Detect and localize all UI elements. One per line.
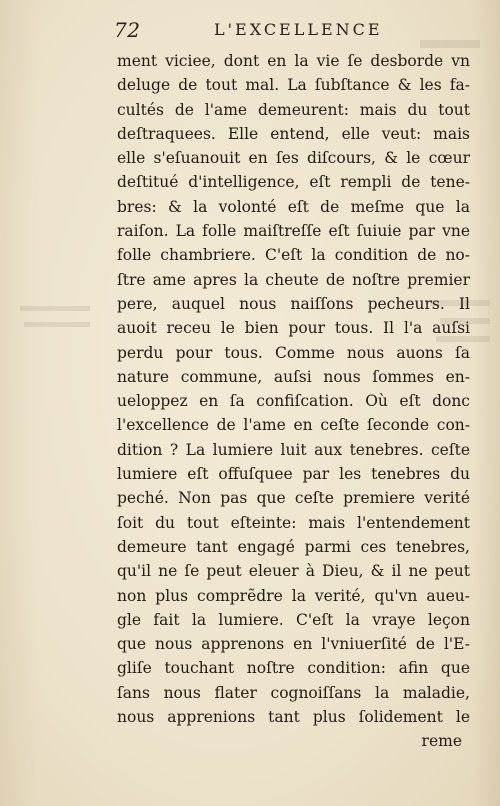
catchword-row [117, 729, 470, 753]
text-line: ſtre ame apres la cheute de noſtre premier [117, 270, 470, 289]
text-line: folle chambriere. C'eſt la condition de no- [117, 246, 470, 265]
text-line: ſans nous flater cognoiſſans la maladie, [117, 683, 470, 702]
text-line: ueloppez en ſa confiſcation. Où eſt donc [117, 392, 470, 411]
text-line: auoit receu le bien pour tous. Il l'a auſsi [117, 319, 470, 338]
catchword: reme [421, 732, 462, 751]
text-line: elle s'eſuanouit en ſes diſcours, & le cœur [117, 149, 470, 168]
text-line: demeure tant engagé parmi ces tenebres, [117, 537, 470, 556]
page-edge-shadow [472, 0, 500, 806]
text-line: que nous apprenons en l'vniuerſité de l'E- [117, 635, 470, 654]
text-line: deſtraquees. Elle entend, elle veut: mais [117, 124, 470, 143]
text-line: pere, auquel nous naiſſons pecheurs. Il [117, 294, 470, 313]
page-number: 72 [114, 18, 141, 42]
text-line: qu'il ne ſe peut eleuer à Dieu, & il ne peut [117, 562, 470, 581]
text-line: dition ? La lumiere luit aux tenebres. ceſte [117, 440, 470, 459]
text-line: nature commune, auſsi nous ſommes en- [117, 367, 470, 386]
text-line: ment viciee, dont en la vie ſe desborde vn [117, 52, 470, 70]
text-line: ſoit du tout eſteinte: mais l'entendement [117, 513, 470, 532]
text-line: nous apprenions tant plus ſolidement le [117, 708, 470, 727]
text-line: peché. Non pas que ceſte premiere verité [117, 489, 470, 508]
text-line: raiſon. La folle maiſtreſſe eſt ſuiuie par vne [117, 222, 470, 241]
text-line: deluge de tout mal. La ſubſtance & les fa- [117, 76, 470, 95]
text-line: bres: & la volonté eſt de meſme que la [117, 197, 470, 216]
text-line: deſtitué d'intelligence, eſt rempli de tene- [117, 173, 470, 192]
text-line: gliſe touchant noſtre condition: afin que [117, 659, 470, 678]
text-line: l'excellence de l'ame en ceſte ſeconde con- [117, 416, 470, 435]
text-line: lumiere eſt offuſquee par les tenebres du [117, 465, 470, 484]
running-head: L'EXCELLENCE [214, 20, 383, 39]
gutter-shadow [0, 0, 40, 806]
page-header [114, 18, 474, 42]
text-line: perdu pour tous. Comme nous auons ſa [117, 343, 470, 362]
text-line: non plus comprẽdre la verité, qu'vn aueu- [117, 586, 470, 605]
body-text [117, 49, 470, 754]
text-line: cultés de l'ame demeurent: mais du tout [117, 100, 470, 119]
text-line: gle fait la lumiere. C'eſt la vraye leçon [117, 610, 470, 629]
